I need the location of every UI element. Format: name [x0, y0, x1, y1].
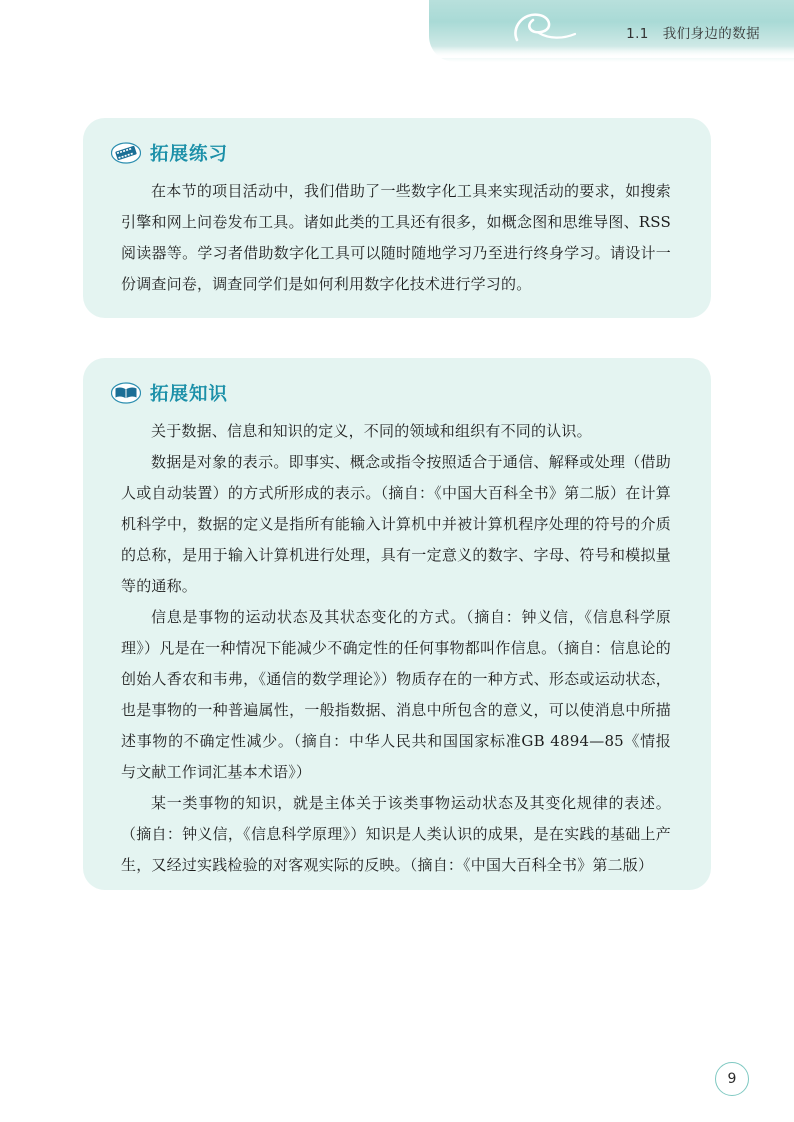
callout-header [83, 358, 711, 406]
paragraph: 关于数据、信息和知识的定义，不同的领域和组织有不同的认识。 [151, 422, 592, 440]
paragraph: 数据是对象的表示。即事实、概念或指令按照适合于通信、解释或处理（借助人或自动装置）的方式所形成的表示。（摘自：《中国大百科全书》第二版）在计算机科学中，数据的定义是指所有能输入计算机中并被计算机程序处理的符号的介质的总称，是用于输入计算机进行处理，具有一定意义的数字、字母、符号和模拟量等的通称。 [121, 453, 671, 595]
decorative-swirl-icon [509, 6, 579, 52]
callout-title: 拓展知识 [150, 384, 229, 405]
paragraph: 信息是事物的运动状态及其状态变化的方式。（摘自：钟义信，《信息科学原理》）凡是在一种情况下能减少不确定性的任何事物都叫作信息。（摘自：信息论的创始人香农和韦弗，《通信的数学理论》）物质存在的一种方式、形态或运动状态，也是事物的一种普遍属性，一般指数据、消息中所包含的意义，可以使消息中所描述事物的不确定性减少。（摘自：中华人民共和国国家标准GB 4894—85《情报与文献工作词汇基本术语》） [121, 608, 671, 781]
paragraph: 在本节的项目活动中，我们借助了一些数字化工具来实现活动的要求，如搜索引擎和网上问卷发布工具。诸如此类的工具还有很多，如概念图和思维导图、RSS阅读器等。学习者借助数字化工具可以随时随地学习乃至进行终身学习。请设计一份调查问卷，调查同学们是如何利用数字化技术进行学习的。 [121, 182, 671, 293]
film-strip-icon [111, 142, 141, 164]
callout-box-practice [83, 118, 711, 318]
callout-body [83, 166, 711, 300]
callout-header [83, 118, 711, 166]
page-number: 9 [715, 1062, 749, 1096]
callout-body [83, 406, 711, 881]
book-open-icon [111, 382, 141, 404]
running-head: 1.1 我们身边的数据 [626, 26, 760, 42]
callout-box-knowledge [83, 358, 711, 890]
page-header-band [429, 0, 794, 62]
callout-title: 拓展练习 [150, 144, 229, 165]
paragraph: 某一类事物的知识，就是主体关于该类事物运动状态及其变化规律的表述。（摘自：钟义信，《信息科学原理》）知识是人类认识的成果，是在实践的基础上产生，又经过实践检验的对客观实际的反映。（摘自：《中国大百科全书》第二版） [121, 794, 671, 874]
